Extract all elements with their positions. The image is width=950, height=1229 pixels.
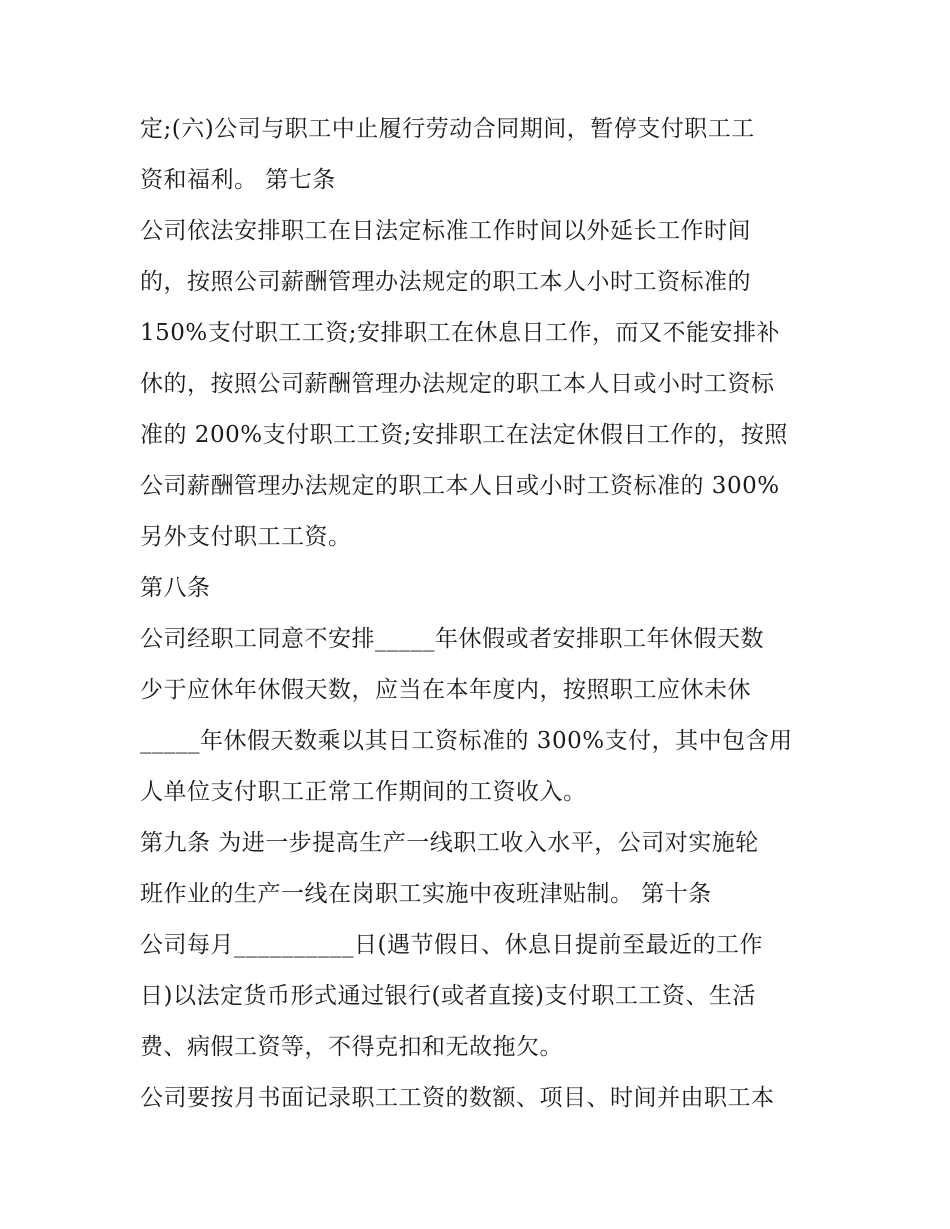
text-line: 公司经职工同意不安排_____年休假或者安排职工年休假天数 (140, 626, 764, 652)
text-line: 的，按照公司薪酬管理办法规定的职工本人小时工资标准的 (140, 269, 751, 295)
text-line: 班作业的生产一线在岗职工实施中夜班津贴制。 第十条 (140, 881, 712, 907)
text-line: 定;(六)公司与职工中止履行劳动合同期间，暂停支付职工工 (140, 116, 755, 142)
text-line: _____年休假天数乘以其日工资标准的 300%支付，其中包含用 (140, 728, 793, 754)
text-line: 公司薪酬管理办法规定的职工本人日或小时工资标准的 300% (140, 473, 780, 499)
text-line: 另外支付职工工资。 (140, 524, 352, 550)
text-line: 人单位支付职工正常工作期间的工资收入。 (140, 779, 587, 805)
text-line: 日)以法定货币形式通过银行(或者直接)支付职工工资、生活 (140, 983, 756, 1009)
text-line: 150%支付职工工资;安排职工在休息日工作，而又不能安排补 (140, 320, 781, 346)
text-line: 休的，按照公司薪酬管理办法规定的职工本人日或小时工资标 (140, 371, 775, 397)
text-line: 费、病假工资等，不得克扣和无故拖欠。 (140, 1034, 563, 1060)
text-line: 公司依法安排职工在日法定标准工作时间以外延长工作时间 (140, 218, 751, 244)
text-line: 公司每月__________日(遇节假日、休息日提前至最近的工作 (140, 932, 763, 958)
text-line: 准的 200%支付职工工资;安排职工在法定休假日工作的，按照 (140, 422, 788, 448)
text-line: 少于应休年休假天数，应当在本年度内，按照职工应休未休 (140, 677, 751, 703)
section-heading: 第八条 (140, 575, 211, 601)
text-line: 资和福利。 第七条 (140, 167, 336, 193)
text-line: 公司要按月书面记录职工工资的数额、项目、时间并由职工本 (140, 1085, 775, 1111)
text-line: 第九条 为进一步提高生产一线职工收入水平，公司对实施轮 (140, 830, 759, 856)
